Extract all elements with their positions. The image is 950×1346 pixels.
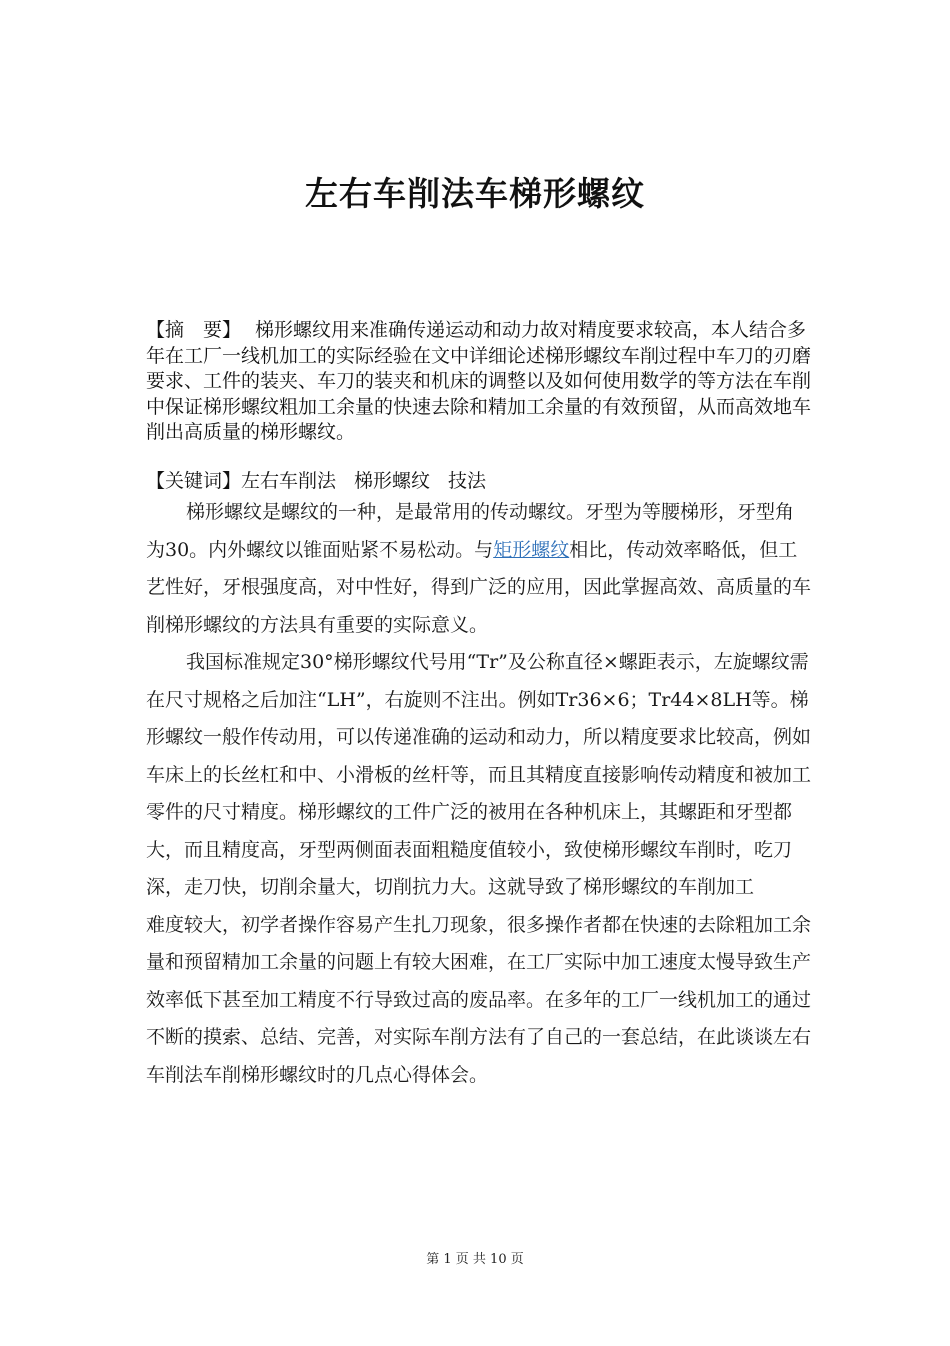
keyword-item: 左右车削法 — [241, 470, 337, 492]
page-footer: 第 1 页 共 10 页 — [426, 1252, 524, 1267]
paragraph-1-after: 相比，传动效率略低，但工艺性好，牙根强度高，对中性好，得到广泛的应用，因此掌握高效、高质量的车削梯形螺纹的方法具有重要的实际意义。 — [146, 538, 812, 636]
keywords-label: 【关键词】 — [146, 470, 242, 492]
keyword-item: 梯形螺纹 — [354, 470, 431, 492]
rectangular-thread-link[interactable]: 矩形螺纹 — [493, 538, 570, 561]
abstract-text: 梯形螺纹用来准确传递运动和动力故对精度要求较高，本人结合多年在工厂一线机加工的实际经验在文中详细论述梯形螺纹车削过程中车刀的刃磨要求、工件的装夹、车刀的装夹和机床的调整以及如何使用数学的等方法在车削中保证梯形螺纹粗加工余量的快速去除和精加工余量的有效预留，从而高效地车削出高质量的梯形螺纹。 — [146, 319, 812, 443]
abstract-section — [146, 318, 816, 446]
abstract-label: 【摘 要】 — [146, 319, 242, 341]
paragraph-2: 我国标准规定30°梯形螺纹代号用“Tr”及公称直径×螺距表示，左旋螺纹需在尺寸规格之后加注“LH”，右旋则不注出。例如Tr36×6；Tr44×8LH等。梯形螺纹一般作传动用，可以传递准确的运动和动力，所以精度要求比较高，例如车床上的长丝杠和中、小滑板的丝杆等，而且其精度直接影响传动精度和被加工零件的尺寸精度。梯形螺纹的工件广泛的被用在各种机床上，其螺距和牙型都大，而且精度高，牙型两侧面表面粗糙度值较小，致使梯形螺纹车削时，吃刀深，走刀快，切削余量大，切削抗力大。这就导致了梯形螺纹的车削加工 — [146, 651, 812, 898]
paragraph-3: 难度较大，初学者操作容易产生扎刀现象，很多操作者都在快速的去除粗加工余量和预留精加工余量的问题上有较大困难，在工厂实际中加工速度太慢导致生产效率低下甚至加工精度不行导致过高的废品率。在多年的工厂一线机加工的通过不断的摸索、总结、完善，对实际车削方法有了自己的一套总结，在此谈谈左右车削法车削梯形螺纹时的几点心得体会。 — [146, 913, 812, 1086]
body-text — [146, 494, 811, 1094]
paragraph-1 — [146, 494, 811, 644]
document-title: 左右车削法车梯形螺纹 — [305, 174, 645, 213]
keyword-item: 技法 — [448, 470, 487, 492]
abstract-paragraph — [146, 318, 816, 446]
paragraph-1-before: 梯形螺纹是螺纹的一种，是最常用的传动螺纹。牙型为等腰梯形，牙型角为30。内外螺纹以锥面贴紧不易松动。与 — [146, 501, 795, 561]
keywords-section — [146, 469, 816, 495]
